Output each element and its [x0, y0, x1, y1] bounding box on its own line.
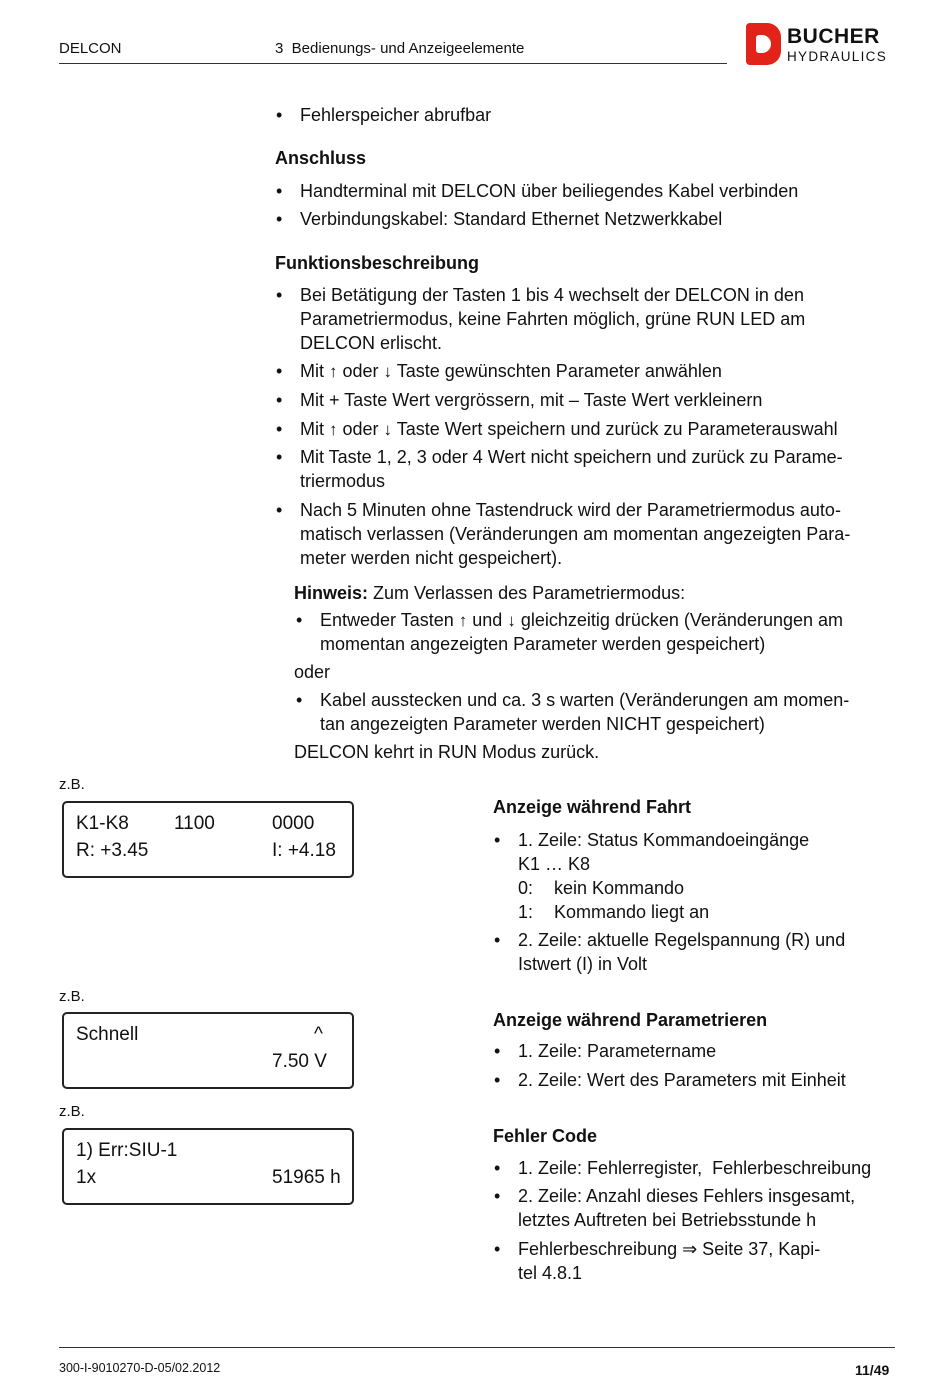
example-label: z.B. — [59, 776, 85, 793]
bucher-logo — [746, 23, 898, 67]
arrow-up-icon: ↑ — [329, 362, 338, 381]
hinweis-line: Hinweis: Zum Verlassen des Parametriermodus: — [294, 583, 686, 603]
heading-anzeige-fahrt: Anzeige während Fahrt — [493, 797, 692, 817]
lcd-cell: 0000 — [272, 813, 315, 834]
cross-reference-link[interactable]: Fehlerbeschreibung ⇒ Seite 37, Kapi- — [518, 1239, 821, 1259]
code-1-text: Kommando liegt an — [554, 902, 710, 922]
hinweis-final: DELCON kehrt in RUN Modus zurück. — [294, 742, 600, 762]
lcd-cell: 1) Err:SIU-1 — [76, 1140, 178, 1161]
lcd-cell: Schnell — [76, 1024, 139, 1045]
header-product: DELCON — [59, 40, 122, 57]
lcd-display-parameter — [62, 1012, 354, 1089]
footer-doc-id: 300-I-9010270-D-05/02.2012 — [59, 1361, 221, 1375]
arrow-down-icon: ↓ — [507, 611, 516, 630]
lcd-cell: ^ — [314, 1024, 323, 1045]
header-divider — [59, 63, 727, 64]
lcd-cell: 51965 h — [272, 1167, 341, 1188]
arrow-down-icon: ↓ — [383, 420, 393, 439]
code-0-text: kein Kommando — [554, 878, 685, 898]
lcd-cell: R: +3.45 — [76, 840, 149, 861]
logo-line1: BUCHER — [787, 25, 880, 48]
lcd-display-fehler — [62, 1128, 354, 1205]
bullet-dot: • — [276, 105, 283, 125]
hinweis-label: Hinweis: — [294, 583, 369, 603]
lcd-cell: I: +4.18 — [272, 840, 336, 861]
code-0: 0: — [518, 878, 534, 898]
footer-page-number: 11/49 — [855, 1362, 890, 1378]
hinweis-oder: oder — [294, 662, 331, 682]
example-label: z.B. — [59, 1103, 85, 1120]
header-chapter: 3 Bedienungs- und Anzeigeelemente — [275, 40, 525, 57]
footer-divider — [59, 1347, 895, 1348]
lcd-cell: 1x — [76, 1167, 97, 1188]
arrow-up-icon: ↑ — [458, 611, 468, 630]
arrow-down-icon: ↓ — [383, 362, 393, 381]
heading-fehler-code: Fehler Code — [493, 1126, 598, 1146]
lcd-display-fahrt — [62, 801, 354, 878]
logo-line2: HYDRAULICS — [787, 49, 888, 64]
heading-funktionsbeschreibung: Funktionsbeschreibung — [275, 253, 480, 273]
code-1: 1: — [518, 902, 534, 922]
arrow-up-icon: ↑ — [329, 420, 338, 439]
lcd-cell: 7.50 V — [272, 1051, 327, 1072]
heading-anschluss: Anschluss — [275, 148, 367, 168]
example-label: z.B. — [59, 988, 85, 1005]
lcd-cell: K1-K8 — [76, 813, 129, 834]
heading-anzeige-parametrieren: Anzeige während Parametrieren — [493, 1010, 768, 1030]
bucher-logo-mark-icon — [746, 23, 781, 65]
lcd-cell: 1100 — [174, 813, 215, 834]
